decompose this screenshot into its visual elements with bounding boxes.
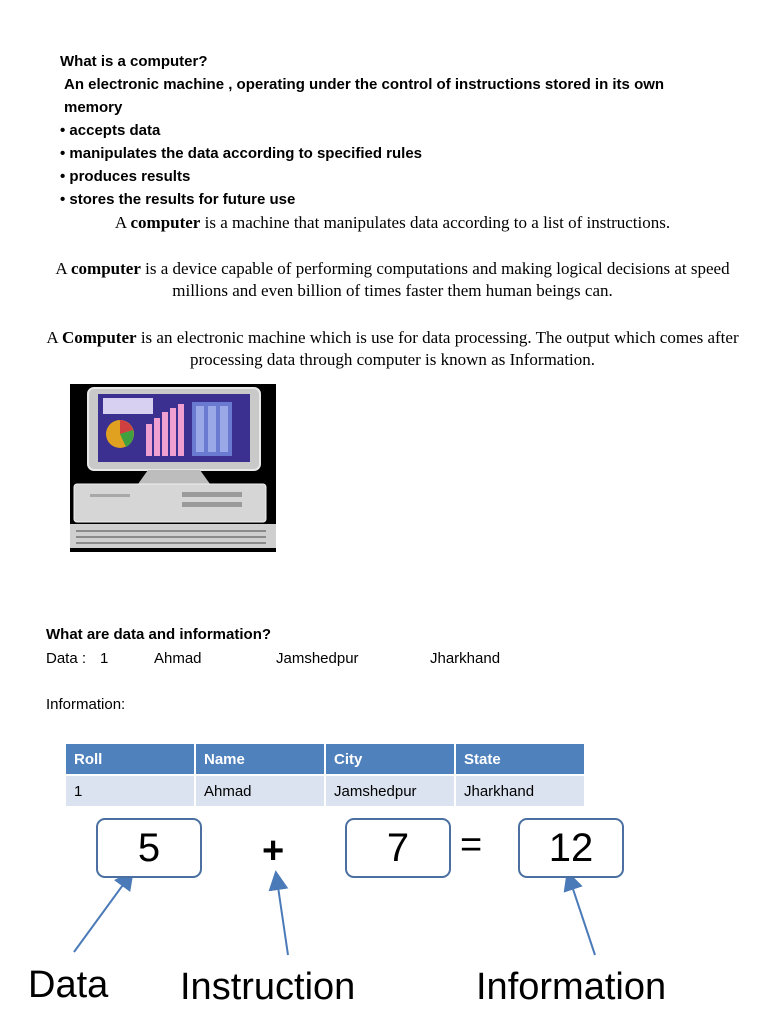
data-value: Jamshedpur [276,650,359,667]
table-cell: Ahmad [195,775,325,806]
para-bold: Computer [61,328,137,347]
data-value: 1 [100,650,109,667]
information-arrow [570,880,595,955]
para-text: is a device capable of performing computations and making logical decisions at speed millions and even billion of times faster them human beings can. [140,259,730,300]
equals-operator: = [460,824,483,866]
data-caption: Data [28,964,109,1006]
para-text: A [114,213,131,232]
para-bold: computer [130,213,201,232]
plus-operator: + [262,830,285,872]
data-value: Jharkhand [430,650,501,667]
bullet-item: • accepts data [60,122,161,139]
operand-1-box: 5 [96,818,202,878]
para-text: A [46,328,62,347]
column-header: City [325,744,455,775]
bullet-item: • produces results [60,168,191,185]
column-header: Name [195,744,325,775]
column-header: State [455,744,585,775]
section-heading: What are data and information? [46,626,272,643]
information-caption: Information [476,966,667,1008]
data-value: Ahmad [154,650,202,667]
data-label: Data : [46,650,87,667]
para-text: is a machine that manipulates data according to a list of instructions. [200,213,671,232]
information-label: Information: [46,696,126,713]
column-header: Roll [66,744,195,775]
intro-question: What is a computer? [60,53,208,70]
intro-definition: An electronic machine , operating under the control of instructions stored in its own memory [64,76,665,116]
table-cell: Jharkhand [455,775,585,806]
instruction-caption: Instruction [180,966,356,1008]
result-box: 12 [518,818,624,878]
operand-2-box: 7 [345,818,451,878]
instruction-arrow [277,880,288,955]
bullet-item: • stores the results for future use [60,191,296,208]
table-cell: 1 [66,775,195,806]
para-bold: computer [71,259,141,278]
para-text: A [55,259,72,278]
data-arrow [74,878,128,952]
bullet-item: • manipulates the data according to specified rules [60,145,423,162]
para-text: is an electronic machine which is use for data processing. The output which comes after processing data through computer is known as Information. [136,328,739,369]
table-cell: Jamshedpur [325,775,455,806]
